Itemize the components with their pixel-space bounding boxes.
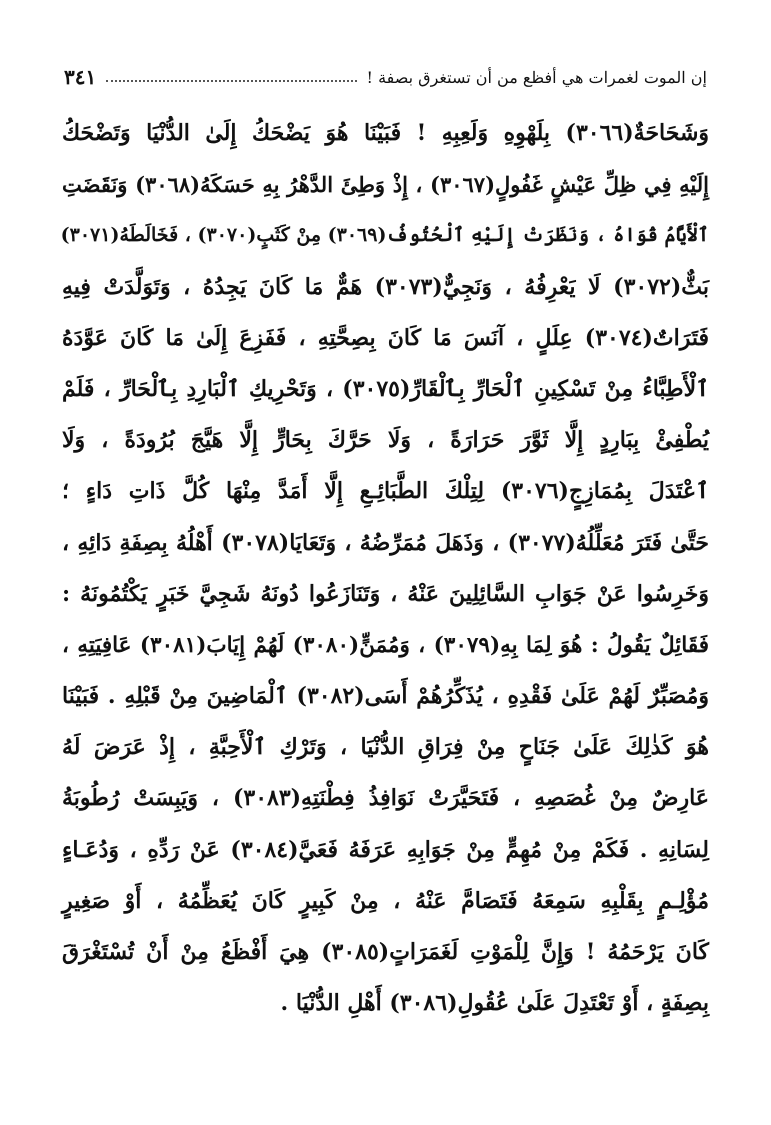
text-line: ٱلْأَيَّامُ قُوَاهُ ، وَنَظَرَتْ إِلَيْهِ ٱلْحُتُوفُ(٣٠٦٩) مِنْ كَثَبٍ(٣٠٧٠) ، فَخَالَطَهُ(٣٠٧١) — [60, 224, 709, 247]
text-line: فَتَرَاتٌ(٣٠٧٤) عِلَلٍ ، آنَسَ مَا كَانَ بِصِحَّتِهِ ، فَفَزِعَ إِلَىٰ مَا كَانَ عَوَّدَهُ — [62, 324, 709, 351]
text-line: كَانَ يَرْحَمُهُ ! وَإِنَّ لِلْمَوْتِ لَغَمَرَاتٍ(٣٠٨٥) هِيَ أَفْظَعُ مِنْ أَنْ تُسْتَغْرَقَ — [62, 939, 709, 965]
header-title: إن الموت لغمرات هي أفظع من أن تستغرق بصفة ! — [366, 67, 707, 87]
text-line: إِلَيْهِ فِي ظِلِّ عَيْشٍ غَفُولٍ(٣٠٦٧) ، إِذْ وَطِئَ الدَّهْرُ بِهِ حَسَكَهُ(٣٠٦٨) وَنَقَضَتِ — [62, 172, 710, 198]
text-line: لِسَانِهِ . فَكَمْ مِنْ مُهِمٍّ مِنْ جَوَابِهِ عَرَفَهُ فَعَيَّ(٣٠٨٤) عَنْ رَدِّهِ ، وَدُعَـاءٍ — [62, 836, 709, 863]
header-dotted-leader — [106, 80, 356, 82]
page-number: ٣٤١ — [64, 65, 97, 89]
text-line: هُوَ كَذٰلِكَ عَلَىٰ جَنَاحٍ مِنْ فِرَاقِ الدُّنْيَا ، وَتَرْكِ ٱلْأَحِبَّةِ ، إِذْ عَرَضَ لَهُ — [62, 734, 709, 761]
text-line: وَخَرِسُوا عَنْ جَوَابِ السَّائِلِينَ عَنْهُ ، وَتَنَازَعُوا دُونَهُ شَجِيَّ خَبَرٍ يَكْتُمُونَهُ : — [62, 580, 709, 607]
text-line: يُطْفِئْ بِبَارِدٍ إِلَّا ثَوَّرَ حَرَارَةً ، وَلَا حَرَّكَ بِحَارٍّ إِلَّا هَيَّجَ بُرُودَةً ، وَلَا — [62, 427, 709, 454]
text-line: وَشَحَاحَةٌ(٣٠٦٦) بِلَهْوِهِ وَلَعِبِهِ ! فَبَيْنَا هُوَ يَضْحَكُ إِلَىٰ الدُّنْيَا وَتَضْحَكُ — [62, 120, 709, 146]
text-line: بَثٌّ(٣٠٧٢) لَا يَعْرِفُهُ ، وَنَجِيٌّ(٣٠٧٣) هَمٌّ مَا كَانَ يَجِدُهُ ، وَتَوَلَّدَتْ فِيهِ — [62, 273, 709, 300]
text-line: وَمُصَبِّرٌ لَهُمْ عَلَىٰ فَقْدِهِ ، يُذَكِّرُهُمْ أَسَى(٣٠٨٢) ٱلْمَاضِينَ مِنْ قَبْلِهِ . فَبَيْنَا — [62, 683, 709, 710]
text-line: مُؤْلِـمٍ بِقَلْبِهِ سَمِعَهُ فَتَصَامَّ عَنْهُ ، مِنْ كَبِيرٍ كَانَ يُعَظِّمُهُ ، أَوْ صَغِيرٍ — [62, 887, 709, 914]
text-line: ٱلْأَطِبَّاءُ مِنْ تَسْكِينِ ٱلْحَارِّ بِٱلْقَارِّ(٣٠٧٥) ، وَتَحْرِيكِ ٱلْبَارِدِ بِٱلْحَارِّ ، فَلَمْ — [62, 375, 710, 402]
text-line: فَقَائِلٌ يَقُولُ : هُوَ لِمَا بِهِ(٣٠٧٩) ، وَمُمَنٍّ(٣٠٨٠) لَهُمْ إِيَابَ(٣٠٨١) عَافِيَتِهِ ، — [62, 632, 709, 658]
text-line: حَتَّىٰ فَتَرَ مُعَلِّلُهُ(٣٠٧٧) ، وَذَهَلَ مُمَرِّضُهُ ، وَتَعَايَا(٣٠٧٨) أَهْلُهُ بِصِفَةِ دَائِهِ ، — [62, 529, 709, 556]
running-header — [64, 62, 707, 92]
text-line: بِصِفَةٍ ، أَوْ تَعْتَدِلَ عَلَىٰ عُقُولِ(٣٠٨٦) أَهْلِ الدُّنْيَا . — [280, 990, 709, 1017]
text-line: عَارِضٌ مِنْ غُصَصِهِ ، فَتَحَيَّرَتْ نَوَافِذُ فِطْنَتِهِ(٣٠٨٣) ، وَيَبِسَتْ رُطُوبَةُ — [62, 785, 709, 812]
body-text — [62, 108, 709, 1029]
text-line: ٱعْتَدَلَ بِمُمَازِجٍ(٣٠٧٦) لِتِلْكَ الطَّبَائِـعِ إِلَّا أَمَدَّ مِنْهَا كُلَّ ذَاتِ دَاءٍ ؛ — [62, 478, 709, 505]
